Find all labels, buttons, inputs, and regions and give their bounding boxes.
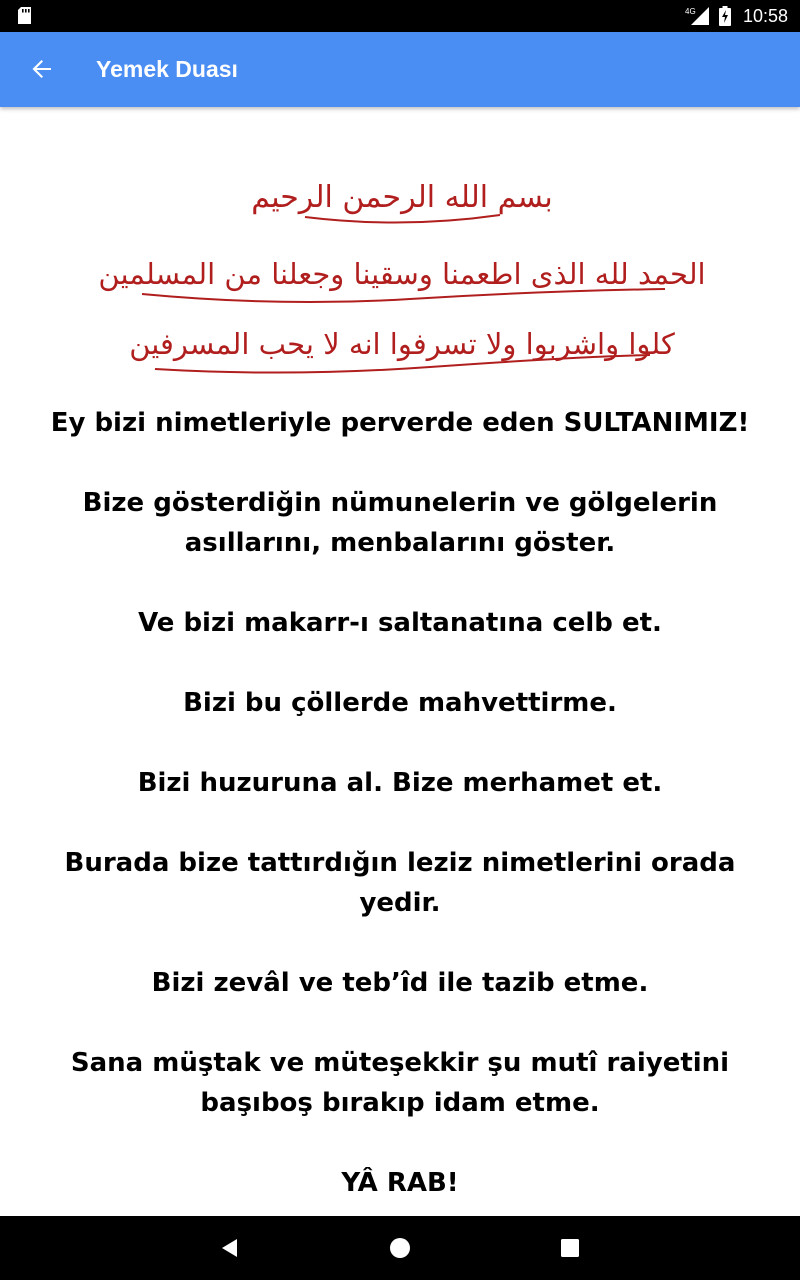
page-title: Yemek Duası <box>96 56 238 82</box>
prayer-paragraph: Bizi bu çöllerde mahvettirme. <box>183 688 617 718</box>
status-icons <box>685 0 788 32</box>
prayer-paragraph: Bize gösterdiğin nümunelerin ve gölgelerin asıllarını, menbalarını göster. <box>82 488 718 558</box>
prayer-paragraph: Bizi zevâl ve teb’îd ile tazib etme. <box>151 968 649 998</box>
app-bar <box>0 32 800 107</box>
prayer-paragraph: Bizi huzuruna al. Bize merhamet et. <box>137 768 663 798</box>
calligraphy-line-kulu: كلوا واشربوا ولا تسرفوا انه لا يحب المسرفين <box>129 327 675 361</box>
prayer-text <box>40 403 760 1243</box>
arabic-calligraphy-image <box>98 149 706 379</box>
prayer-paragraph: Burada bize tattırdığın leziz nimetlerini orada yedir. <box>64 848 736 918</box>
status-bar <box>0 0 800 32</box>
battery-charging-icon <box>719 6 731 26</box>
prayer-paragraph: Ve bizi makarr-ı saltanatına celb et. <box>138 608 662 638</box>
home-circle-icon[interactable] <box>384 1232 416 1264</box>
calligraphy-line-basmala: بسم الله الرحمن الرحيم <box>251 180 553 215</box>
recents-square-icon[interactable] <box>554 1232 586 1264</box>
arrow-back-icon[interactable] <box>26 53 58 85</box>
content-scroll-area[interactable] <box>0 107 800 1216</box>
sd-card-icon <box>18 7 31 24</box>
signal-icon <box>685 6 711 26</box>
navigation-bar <box>0 1216 800 1280</box>
prayer-paragraph: Sana müştak ve müteşekkir şu mutî raiyetini başıboş bırakıp idam etme. <box>70 1048 730 1118</box>
back-triangle-icon[interactable] <box>214 1232 246 1264</box>
calligraphy-line-hamd: الحمد لله الذى اطعمنا وسقينا وجعلنا من المسلمين <box>98 257 706 291</box>
network-type-label: 4G <box>684 7 696 16</box>
prayer-paragraph: YÂ RAB! <box>341 1168 459 1198</box>
clock: 10:58 <box>742 5 788 26</box>
prayer-paragraph: Ey bizi nimetleriyle perverde eden SULTANIMIZ! <box>50 408 750 438</box>
